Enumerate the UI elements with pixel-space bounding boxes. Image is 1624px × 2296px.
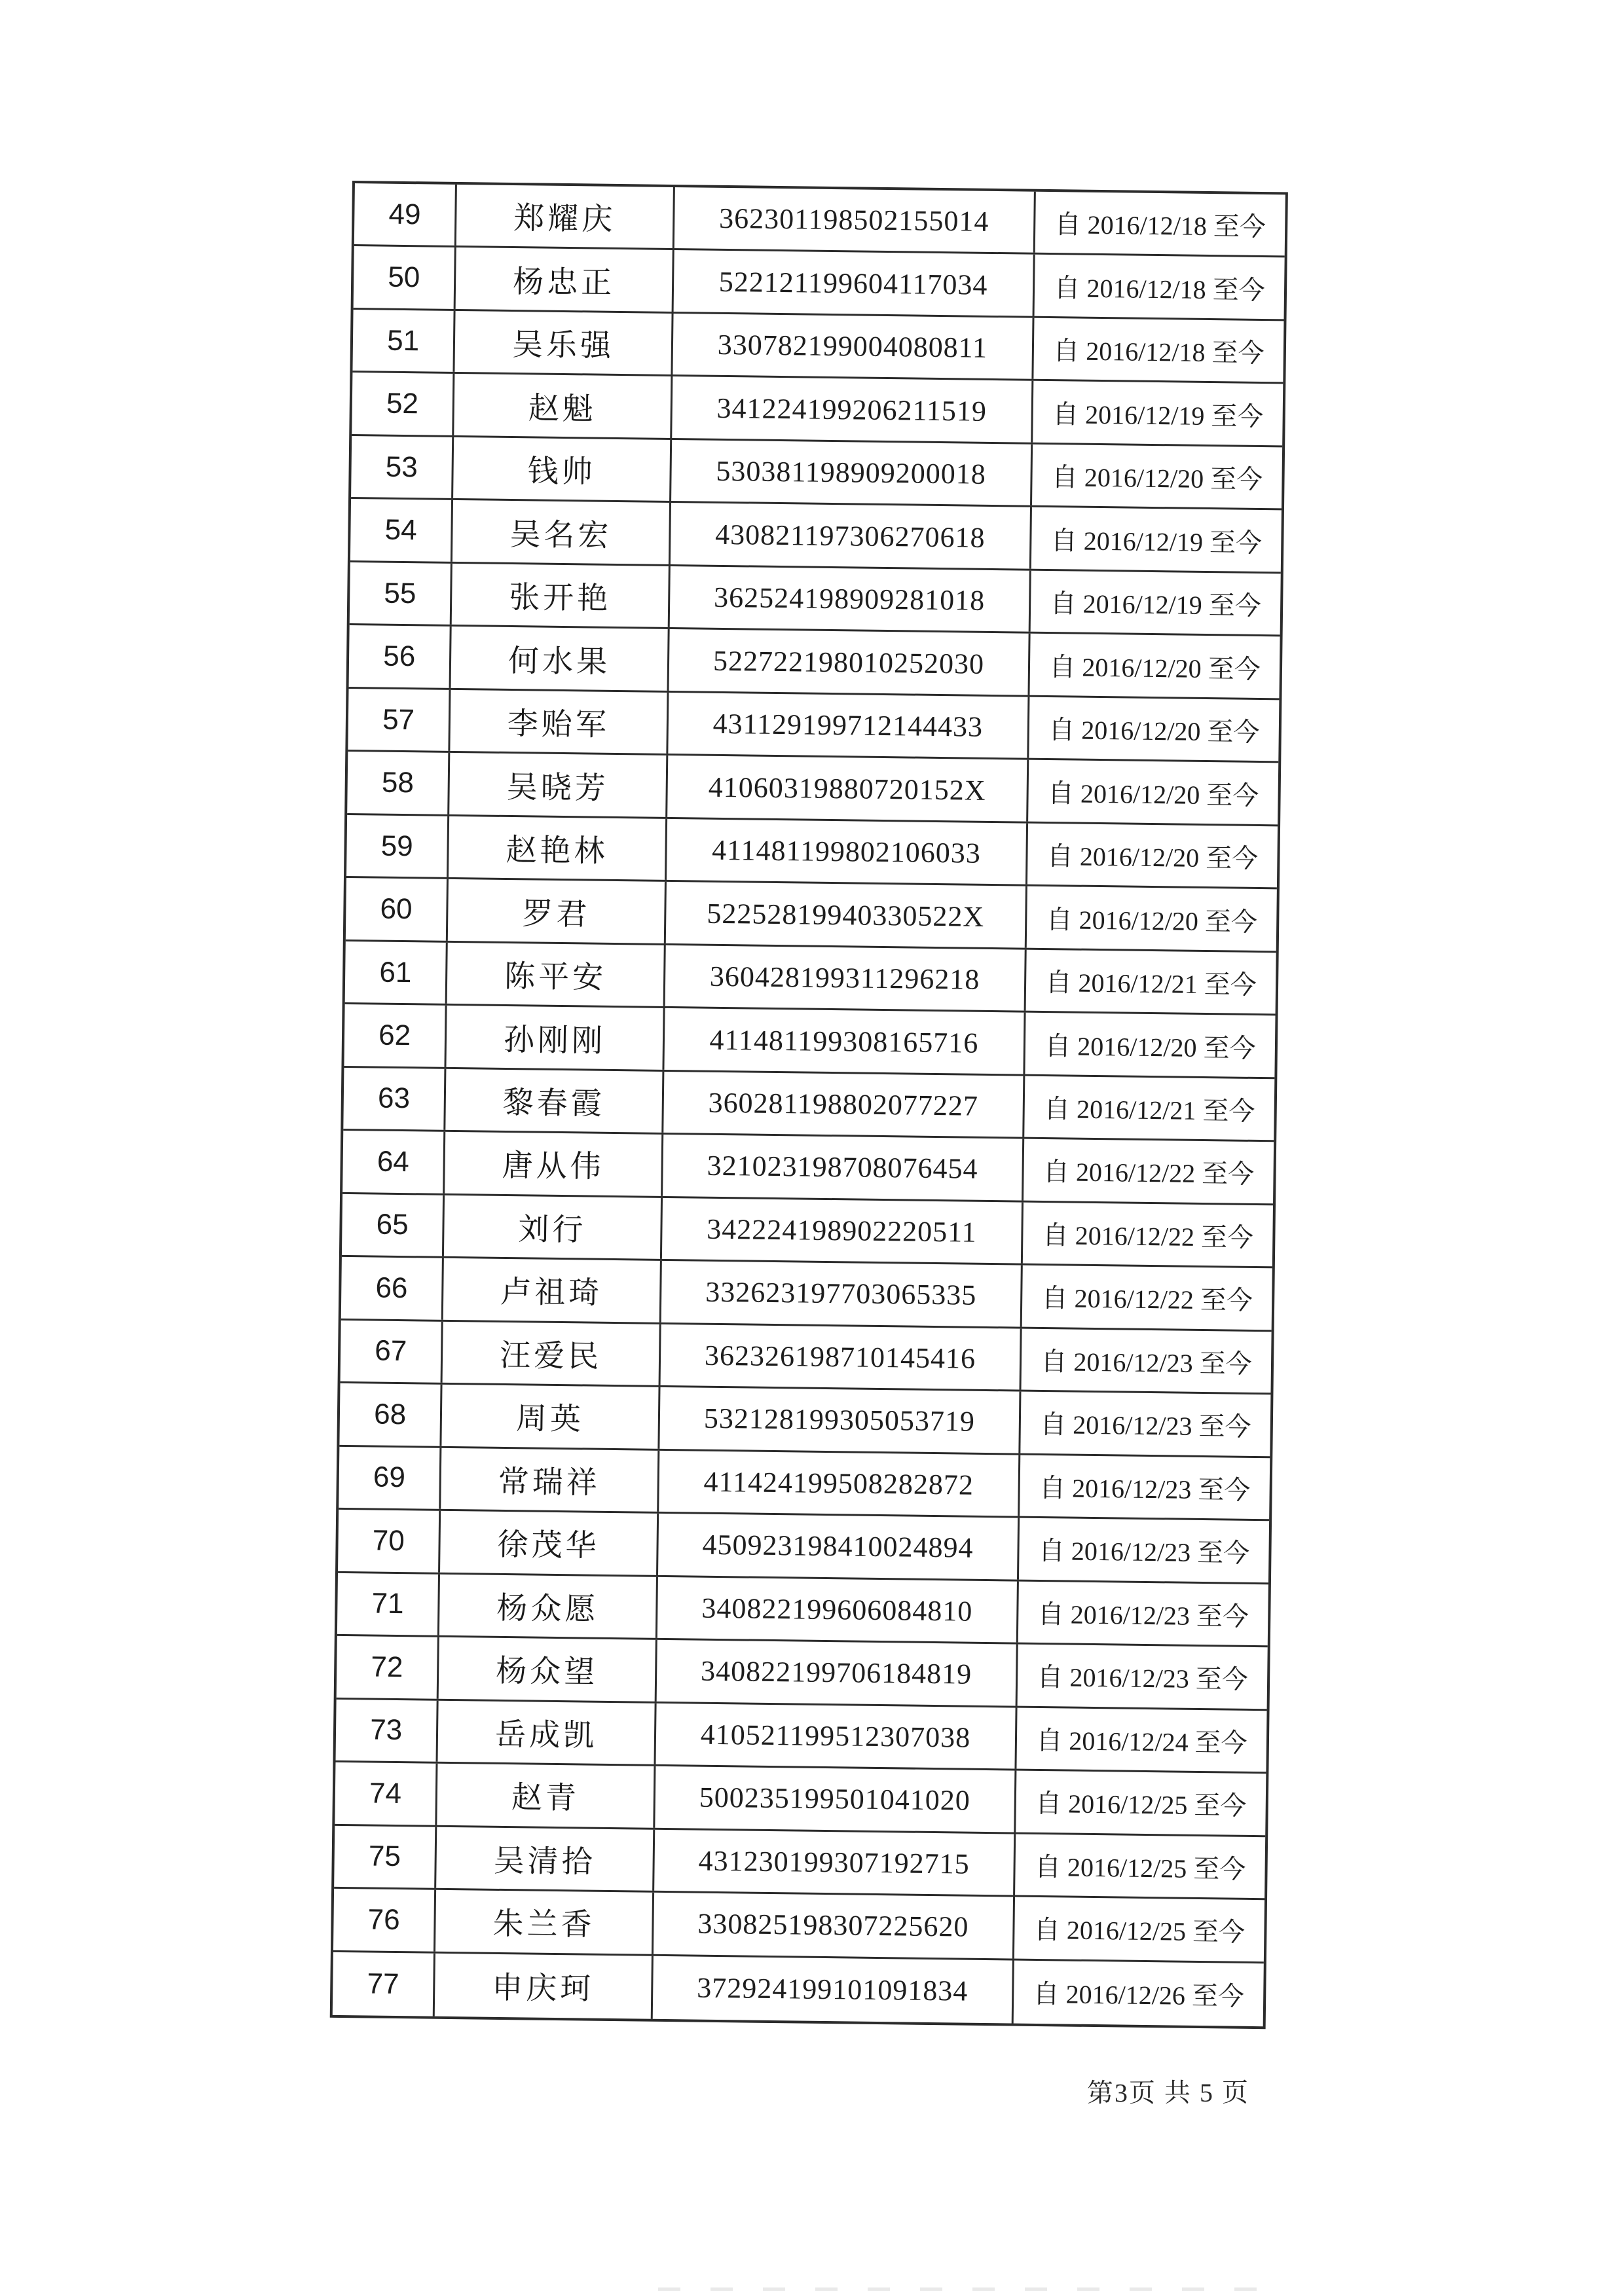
- name-cell: 李贻军: [451, 690, 669, 754]
- row-number-cell: 55: [350, 562, 452, 625]
- table-row: [354, 183, 1285, 258]
- id-number-cell: 342224198902220511: [662, 1198, 1024, 1264]
- table-row: [348, 689, 1279, 763]
- name-cell: 吴乐强: [455, 311, 674, 375]
- name-cell: 周英: [442, 1385, 661, 1449]
- period-cell: 自 2016/12/25 至今: [1033, 1915, 1246, 1948]
- table-row: [349, 625, 1280, 700]
- name-cell: 常瑞祥: [441, 1448, 660, 1512]
- id-number-cell: 41060319880720152X: [667, 756, 1029, 821]
- name-cell: 吴清拾: [436, 1827, 655, 1891]
- id-number-cell: 360428199311296218: [665, 945, 1026, 1011]
- name-cell: 刘行: [444, 1195, 663, 1260]
- id-number-cell: 522121199604117034: [673, 250, 1035, 316]
- period-cell: 自 2016/12/26 至今: [1033, 1979, 1245, 2012]
- period-cell: 自 2016/12/25 至今: [1035, 1789, 1247, 1821]
- table-row: [347, 752, 1278, 826]
- id-number-cell: 340822199606084810: [657, 1576, 1019, 1642]
- table-row: [341, 1257, 1272, 1332]
- table-row: [350, 562, 1281, 637]
- name-cell: 徐茂华: [440, 1511, 659, 1575]
- row-number-cell: 70: [338, 1510, 441, 1572]
- name-cell: 赵魁: [454, 374, 673, 438]
- id-number-cell: 52252819940330522X: [666, 882, 1027, 947]
- id-number-cell: 530381198909200018: [671, 440, 1033, 505]
- id-number-cell: 411481199308165716: [664, 1008, 1025, 1074]
- id-number-cell: 330825198307225620: [654, 1893, 1015, 1958]
- row-number-cell: 57: [348, 689, 451, 751]
- id-number-cell: 411424199508282872: [659, 1451, 1020, 1516]
- row-number-cell: 59: [346, 815, 449, 877]
- period-cell: 自 2016/12/20 至今: [1046, 904, 1258, 937]
- id-number-cell: 362524198909281018: [669, 566, 1031, 632]
- period-cell: 自 2016/12/19 至今: [1052, 399, 1264, 431]
- period-cell: 自 2016/12/22 至今: [1042, 1220, 1254, 1252]
- id-number-cell: 431230199307192715: [654, 1829, 1016, 1895]
- period-cell: 自 2016/12/20 至今: [1049, 651, 1261, 684]
- period-cell: 自 2016/12/19 至今: [1050, 525, 1263, 558]
- table-row: [339, 1383, 1270, 1458]
- table-row: [335, 1762, 1266, 1837]
- id-number-cell: 431129199712144433: [668, 693, 1029, 758]
- row-number-cell: 54: [350, 499, 453, 561]
- name-cell: 罗君: [448, 879, 667, 943]
- id-number-cell: 340822199706184819: [656, 1640, 1018, 1705]
- period-cell: 自 2016/12/23 至今: [1039, 1472, 1251, 1505]
- row-number-cell: 72: [337, 1636, 439, 1698]
- id-number-cell: 330782199004080811: [673, 314, 1034, 379]
- row-number-cell: 71: [337, 1573, 440, 1635]
- period-cell: 自 2016/12/20 至今: [1046, 841, 1259, 874]
- period-cell: 自 2016/12/20 至今: [1051, 462, 1263, 495]
- row-number-cell: 63: [343, 1068, 446, 1130]
- row-number-cell: 61: [345, 941, 448, 1004]
- row-number-cell: 60: [346, 878, 449, 940]
- row-number-cell: 66: [341, 1257, 444, 1319]
- table-row: [344, 1004, 1275, 1079]
- period-cell: 自 2016/12/20 至今: [1044, 1030, 1256, 1063]
- id-number-cell: 411481199802106033: [667, 819, 1028, 884]
- name-cell: 张开艳: [452, 564, 671, 628]
- table-row: [351, 436, 1282, 511]
- row-number-cell: 69: [339, 1447, 441, 1509]
- period-cell: 自 2016/12/19 至今: [1050, 589, 1262, 621]
- row-number-cell: 67: [341, 1321, 443, 1383]
- id-number-cell: 532128199305053719: [659, 1387, 1021, 1453]
- name-cell: 吴名宏: [452, 500, 671, 564]
- row-number-cell: 65: [342, 1194, 445, 1256]
- table-row: [335, 1699, 1266, 1774]
- table-row: [338, 1510, 1269, 1584]
- id-number-cell: 522722198010252030: [669, 629, 1030, 695]
- table-row: [343, 1068, 1274, 1142]
- id-number-cell: 362326198710145416: [660, 1324, 1022, 1390]
- id-number-cell: 362301198502155014: [674, 187, 1036, 253]
- name-cell: 卢祖琦: [443, 1258, 662, 1322]
- table-row: [333, 1889, 1264, 1963]
- period-cell: 自 2016/12/23 至今: [1037, 1599, 1249, 1631]
- table-row: [342, 1131, 1274, 1205]
- period-cell: 自 2016/12/24 至今: [1036, 1725, 1247, 1758]
- name-cell: 吴晓芳: [449, 753, 668, 817]
- period-cell: 自 2016/12/22 至今: [1041, 1283, 1253, 1316]
- period-cell: 自 2016/12/20 至今: [1048, 715, 1260, 748]
- id-number-cell: 360281198802077227: [663, 1072, 1025, 1137]
- name-cell: 杨众望: [439, 1637, 657, 1702]
- row-number-cell: 75: [334, 1825, 437, 1887]
- id-number-cell: 332623197703065335: [661, 1261, 1023, 1326]
- period-cell: 自 2016/12/23 至今: [1038, 1536, 1250, 1569]
- page-footer: 第3页 共 5 页: [1086, 2077, 1250, 2108]
- period-cell: 自 2016/12/21 至今: [1045, 968, 1257, 1000]
- table-row: [352, 373, 1283, 447]
- table-row: [341, 1321, 1272, 1395]
- scan-artifact: [658, 2287, 1280, 2291]
- row-number-cell: 77: [333, 1952, 435, 2016]
- period-cell: 自 2016/12/18 至今: [1053, 336, 1264, 369]
- table-row: [352, 310, 1283, 384]
- name-cell: 杨众愿: [439, 1574, 658, 1638]
- period-cell: 自 2016/12/23 至今: [1041, 1346, 1252, 1379]
- roster-table: [330, 181, 1288, 2029]
- name-cell: 黎春霞: [446, 1069, 665, 1133]
- table-row: [346, 878, 1277, 953]
- period-cell: 自 2016/12/20 至今: [1047, 778, 1259, 811]
- table-row: [346, 815, 1278, 890]
- row-number-cell: 49: [354, 183, 457, 246]
- name-cell: 汪爱民: [443, 1322, 661, 1386]
- id-number-cell: 450923198410024894: [658, 1514, 1020, 1579]
- table-row: [334, 1825, 1265, 1900]
- period-cell: 自 2016/12/23 至今: [1037, 1662, 1249, 1695]
- name-cell: 郑耀庆: [456, 185, 675, 249]
- row-number-cell: 51: [352, 310, 455, 372]
- period-cell: 自 2016/12/25 至今: [1034, 1851, 1246, 1884]
- name-cell: 陈平安: [447, 943, 666, 1007]
- name-cell: 何水果: [451, 627, 670, 691]
- table-row: [350, 499, 1282, 574]
- name-cell: 赵艳林: [449, 816, 667, 881]
- name-cell: 钱帅: [453, 437, 672, 501]
- name-cell: 杨忠正: [456, 247, 674, 312]
- id-number-cell: 372924199101091834: [653, 1956, 1014, 2023]
- table-row: [333, 1952, 1264, 2026]
- name-cell: 孙刚刚: [447, 1006, 665, 1070]
- row-number-cell: 64: [342, 1131, 445, 1193]
- name-cell: 赵青: [437, 1764, 656, 1828]
- row-number-cell: 52: [352, 373, 454, 435]
- id-number-cell: 430821197306270618: [671, 503, 1032, 568]
- period-cell: 自 2016/12/22 至今: [1043, 1157, 1255, 1190]
- period-cell: 自 2016/12/18 至今: [1054, 210, 1266, 242]
- period-cell: 自 2016/12/21 至今: [1043, 1093, 1255, 1126]
- name-cell: 申庆珂: [435, 1953, 654, 2019]
- period-cell: 自 2016/12/18 至今: [1054, 272, 1265, 305]
- row-number-cell: 50: [354, 247, 456, 309]
- row-number-cell: 76: [333, 1889, 436, 1951]
- row-number-cell: 62: [344, 1004, 447, 1066]
- table-row: [339, 1447, 1270, 1522]
- name-cell: 岳成凯: [438, 1700, 657, 1764]
- id-number-cell: 500235199501041020: [655, 1766, 1016, 1832]
- row-number-cell: 74: [335, 1762, 437, 1825]
- table-row: [354, 247, 1285, 321]
- id-number-cell: 321023198708076454: [663, 1135, 1024, 1200]
- id-number-cell: 410521199512307038: [655, 1703, 1017, 1768]
- table-row: [337, 1573, 1268, 1647]
- name-cell: 唐从伟: [445, 1132, 663, 1196]
- table-row: [342, 1194, 1273, 1269]
- row-number-cell: 68: [339, 1383, 442, 1446]
- row-number-cell: 53: [351, 436, 454, 498]
- name-cell: 朱兰香: [435, 1890, 654, 1954]
- period-cell: 自 2016/12/23 至今: [1040, 1410, 1251, 1442]
- row-number-cell: 58: [347, 752, 450, 814]
- table-row: [337, 1636, 1268, 1711]
- table-row: [345, 941, 1276, 1016]
- row-number-cell: 56: [349, 625, 452, 687]
- row-number-cell: 73: [336, 1699, 439, 1761]
- id-number-cell: 341224199206211519: [672, 376, 1033, 442]
